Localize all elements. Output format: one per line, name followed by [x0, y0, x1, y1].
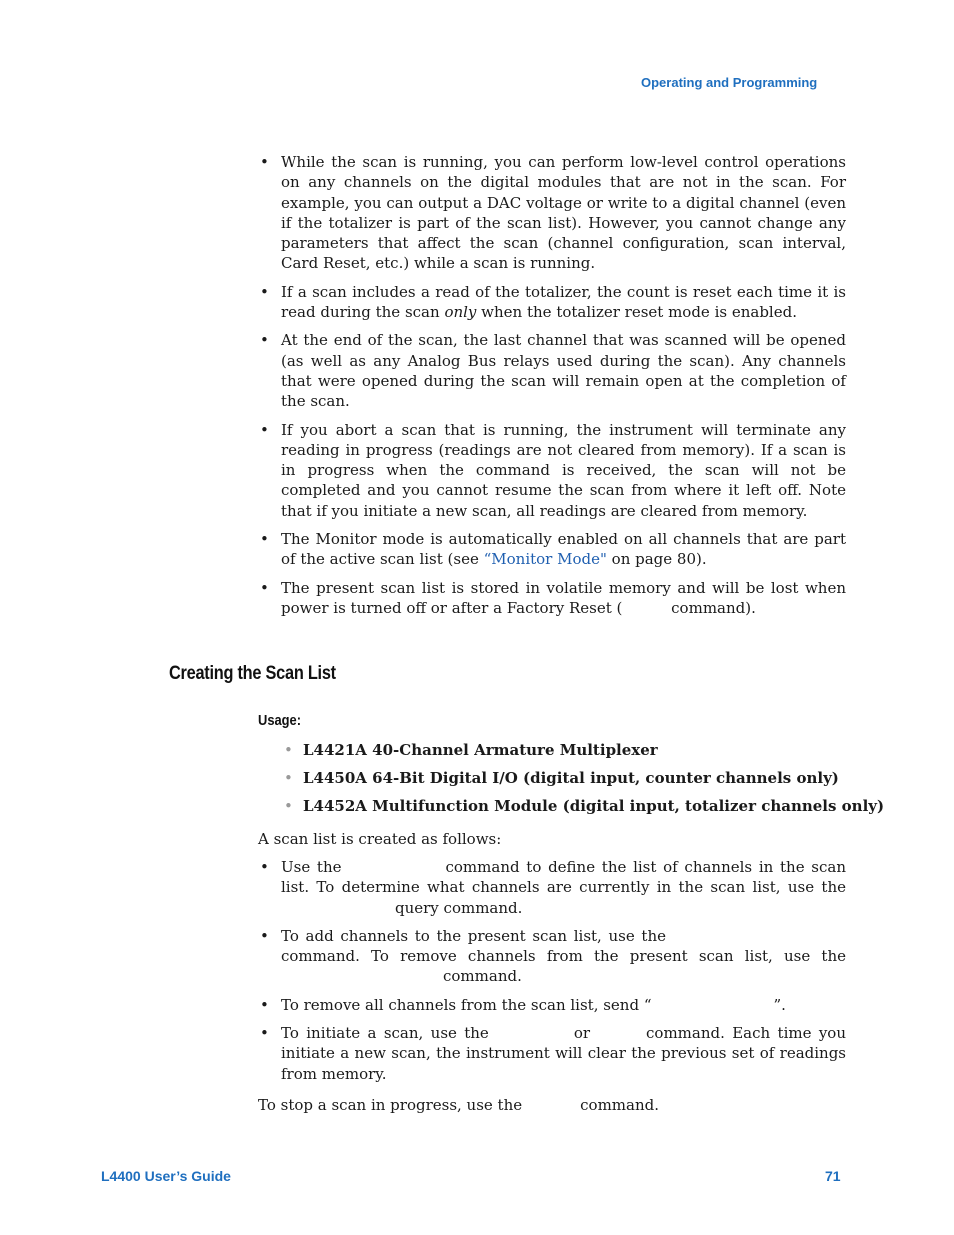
list-item: • To remove all channels from the scan list, send “ ”. — [260, 995, 786, 1014]
bullet-icon: • — [260, 331, 269, 350]
bullet-icon: • — [260, 530, 269, 549]
bullet-icon: • — [260, 995, 269, 1014]
usage-label: Usage: — [258, 712, 302, 729]
running-header: Operating and Programming — [641, 75, 818, 90]
bullet-icon: • — [284, 741, 293, 759]
bullet-icon: • — [260, 153, 269, 171]
list-item: • Use the command to define the list of channels in the scan list. To determine what channels are currently in the scan list, use thequery command. — [260, 858, 846, 917]
bullet-icon: • — [260, 578, 269, 597]
bullet-icon: • — [260, 1024, 269, 1043]
list-item: • To initiate a scan, use the or command. Each time you initiate a new scan, the instrument will clear the previous set of readings from memory. — [260, 1024, 846, 1083]
list-item: • If you abort a scan that is running, the instrument will terminate any reading in progress (readings are not cleared from memory). If a scan is in progress when the command is received, the scan will not be completed and you cannot resume the scan from where it left off. Note that if you initiate a new scan, all readings are cleared from memory. — [260, 420, 846, 520]
bullet-icon: • — [260, 282, 269, 301]
list-item: • At the end of the scan, the last channel that was scanned will be opened (as well as any Analog Bus relays used during the scan). Any channels that were opened during the scan will remain open at the completion of the scan. — [260, 331, 846, 411]
model-item: • L4421A 40-Channel Armature Multiplexer — [284, 741, 658, 759]
intro-text: A scan list is created as follows: — [258, 830, 502, 848]
bullet-icon: • — [260, 926, 269, 945]
list-item: • While the scan is running, you can perform low-level control operations on any channels on the digital modules that are not in the scan. For example, you can output a DAC voltage or write to a digital channel (even if the totalizer is part of the scan list). However, you cannot change any parameters that affect the scan (channel configuration, scan interval, Card Reset, etc.) while a scan is running. — [260, 153, 846, 273]
emphasis: only — [444, 303, 477, 322]
model-list — [258, 740, 885, 824]
page-number: 71 — [825, 1168, 841, 1184]
section-title: Creating the Scan List — [169, 663, 336, 684]
bullet-icon: • — [284, 769, 293, 787]
list-item: • The Monitor mode is automatically enabled on all channels that are part of the active scan list (see “Monitor Mode" on page 80). — [260, 530, 846, 569]
top-bullet-list — [258, 152, 846, 626]
monitor-mode-link[interactable]: “Monitor Mode" — [483, 550, 607, 569]
bullet-icon: • — [260, 420, 269, 439]
model-item: • L4452A Multifunction Module (digital input, totalizer channels only) — [284, 797, 885, 815]
bottom-bullet-list — [258, 857, 846, 1092]
list-item: • The present scan list is stored in volatile memory and will be lost when power is turned off or after a Factory Reset ( command). — [260, 578, 846, 617]
closing-text: To stop a scan in progress, use the command. — [258, 1096, 659, 1114]
footer-title: L4400 User’s Guide — [101, 1168, 231, 1184]
list-item: • If a scan includes a read of the totalizer, the count is reset each time it is read during the scan only when the totalizer reset mode is enabled. — [260, 282, 846, 322]
model-item: • L4450A 64-Bit Digital I/O (digital input, counter channels only) — [284, 769, 839, 787]
bullet-icon: • — [284, 797, 293, 815]
list-item: • To add channels to the present scan list, use thecommand. To remove channels from the present scan list, use thecommand. — [260, 926, 846, 986]
bullet-icon: • — [260, 858, 269, 876]
